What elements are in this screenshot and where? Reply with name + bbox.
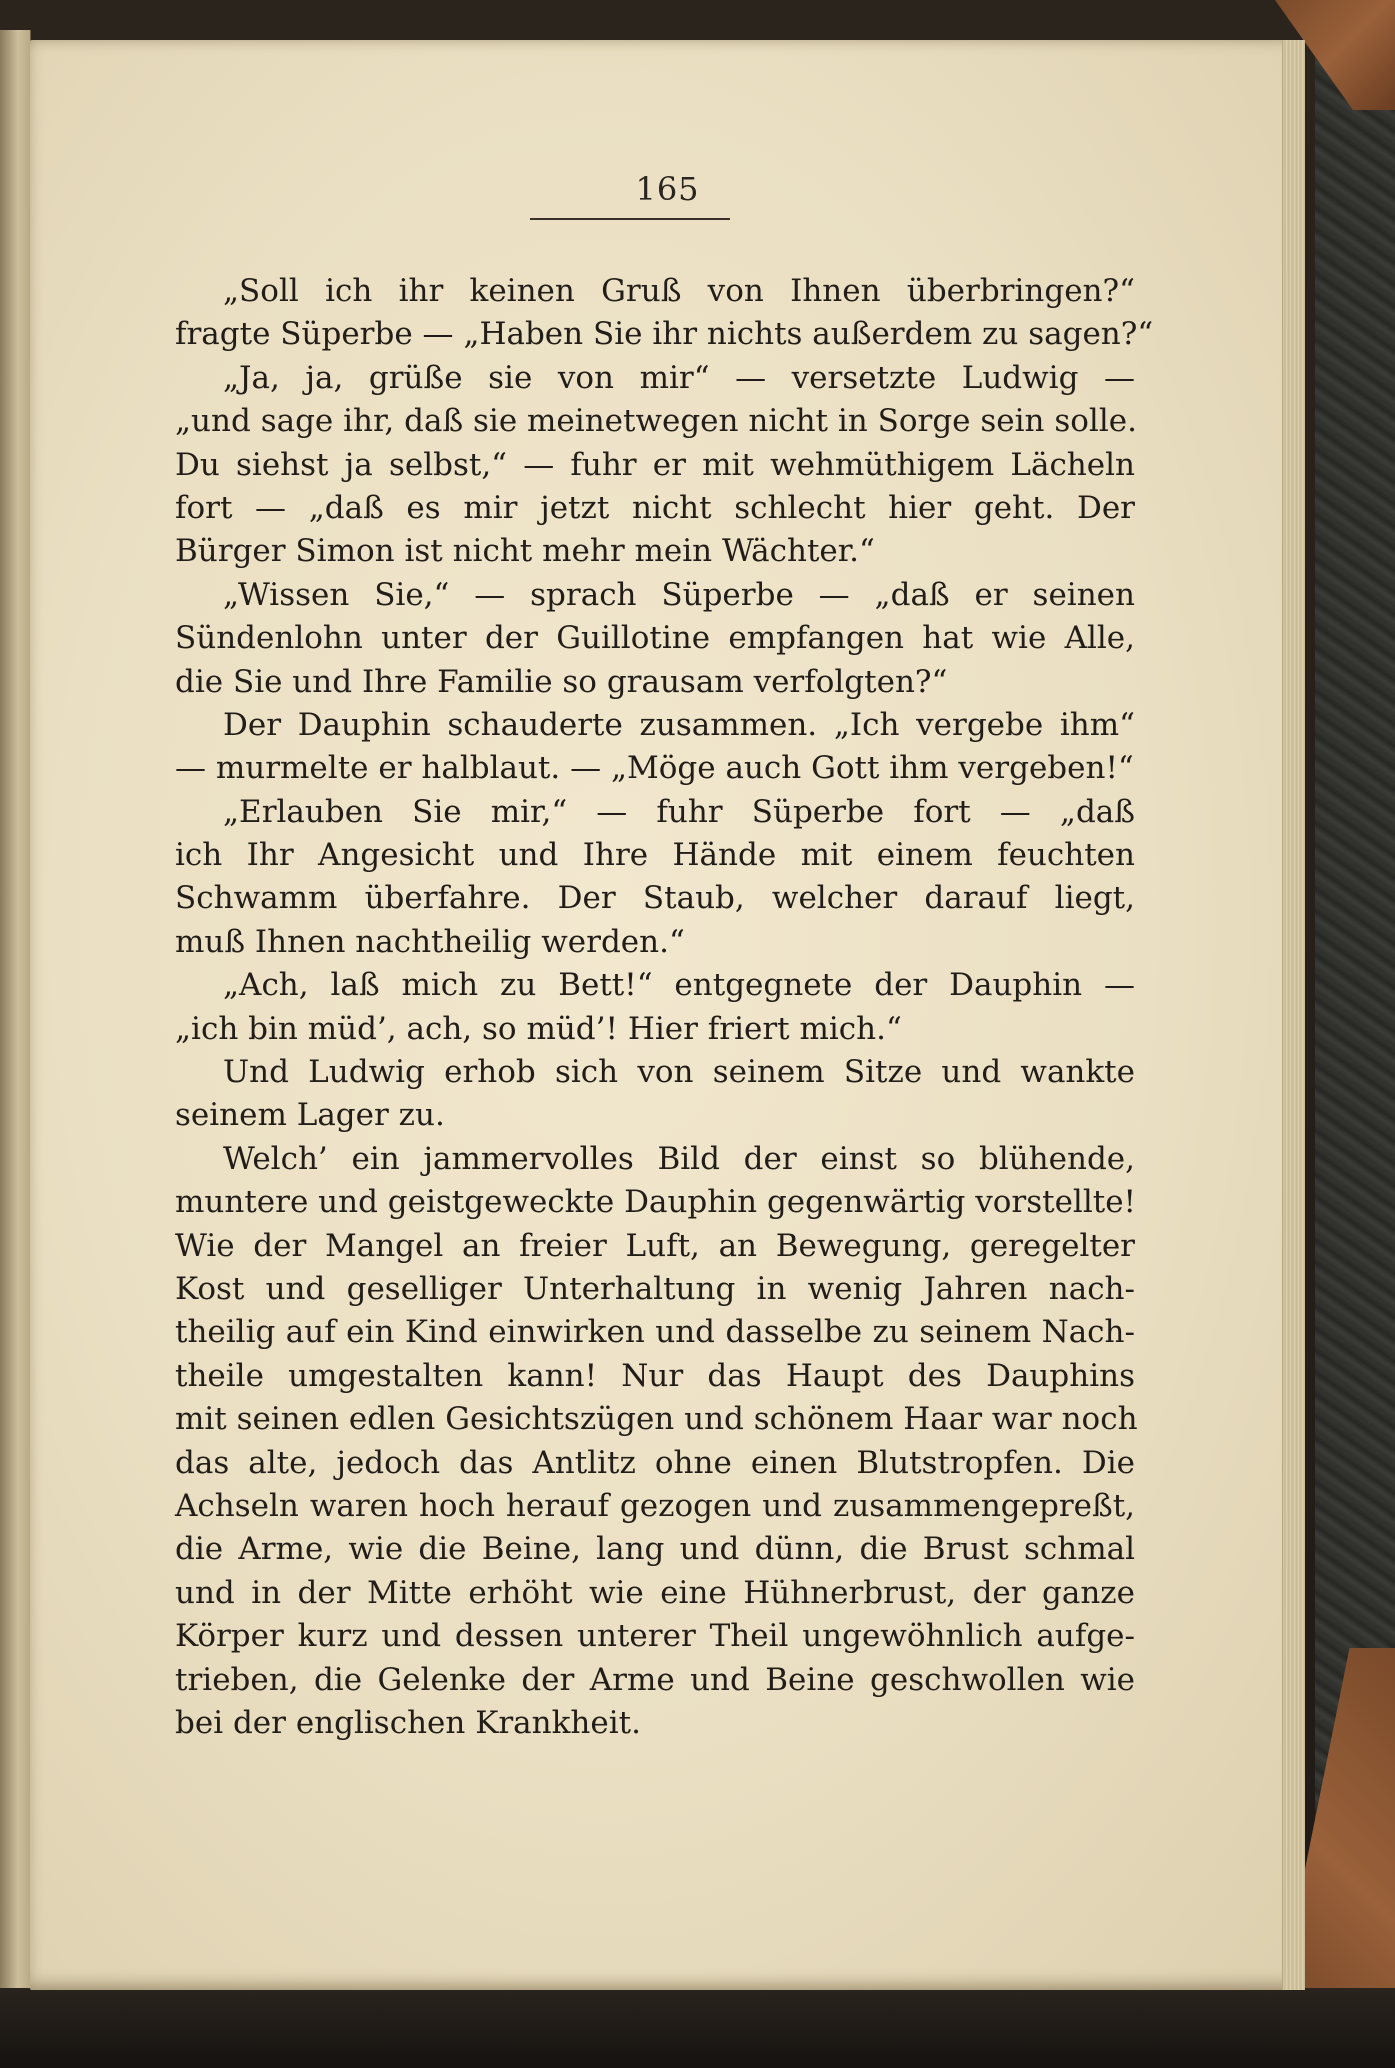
text-line: und in der Mitte erhöht wie eine Hühnerbrust, der ganze xyxy=(175,1574,1135,1611)
text-line: Kost und geselliger Unterhaltung in wenig Jahren nach- xyxy=(175,1270,1135,1307)
text-line: die Arme, wie die Beine, lang und dünn, die Brust schmal xyxy=(175,1531,1135,1568)
text-line: die Sie und Ihre Familie so grausam verfolgten?“ xyxy=(175,663,948,700)
page-number: 165 xyxy=(635,170,700,208)
text-line: theilig auf ein Kind einwirken und dasselbe zu seinem Nach- xyxy=(175,1314,1135,1351)
text-line: muntere und geistgeweckte Dauphin gegenwärtig vorstellte! xyxy=(175,1184,1137,1221)
text-line: „Ach, laß mich zu Bett!“ entgegnete der Dauphin — xyxy=(223,967,1135,1004)
text-line: fragte Süperbe — „Haben Sie ihr nichts außerdem zu sagen?“ xyxy=(175,316,1154,353)
text-line: Achseln waren hoch herauf gezogen und zusammengepreßt, xyxy=(175,1487,1135,1524)
text-line: seinem Lager zu. xyxy=(175,1097,445,1134)
bottom-binding-shadow xyxy=(0,1988,1395,2068)
text-line: Schwamm überfahre. Der Staub, welcher darauf liegt, xyxy=(175,880,1135,917)
text-line: „Ja, ja, grüße sie von mir“ — versetzte Ludwig — xyxy=(223,359,1135,396)
text-line: Wie der Mangel an freier Luft, an Bewegung, geregelter xyxy=(175,1227,1135,1264)
text-line: Bürger Simon ist nicht mehr mein Wächter.“ xyxy=(175,533,875,570)
text-line: fort — „daß es mir jetzt nicht schlecht hier geht. Der xyxy=(175,489,1135,526)
text-line: — murmelte er halblaut. — „Möge auch Gott ihm vergeben!“ xyxy=(175,750,1134,787)
page-fore-edge xyxy=(1282,40,1305,1990)
text-line: Und Ludwig erhob sich von seinem Sitze und wankte xyxy=(223,1054,1135,1091)
text-line: mit seinen edlen Gesichtszügen und schönem Haar war noch xyxy=(175,1401,1138,1438)
text-line: theile umgestalten kann! Nur das Haupt des Dauphins xyxy=(175,1357,1135,1394)
text-line: muß Ihnen nachtheilig werden.“ xyxy=(175,923,685,960)
text-line: „Erlauben Sie mir,“ — fuhr Süperbe fort — „daß xyxy=(223,793,1135,830)
text-line: „ich bin müd’, ach, so müd’! Hier friert mich.“ xyxy=(175,1010,902,1047)
text-line: Du siehst ja selbst,“ — fuhr er mit wehmüthigem Lächeln xyxy=(175,446,1135,483)
body-text xyxy=(175,270,1154,1745)
text-line: ich Ihr Angesicht und Ihre Hände mit einem feuchten xyxy=(175,837,1135,874)
text-line: Sündenlohn unter der Guillotine empfangen hat wie Alle, xyxy=(175,620,1135,657)
book-page xyxy=(30,40,1305,1990)
text-line: trieben, die Gelenke der Arme und Beine geschwollen wie xyxy=(175,1661,1135,1698)
text-line: das alte, jedoch das Antlitz ohne einen Blutstropfen. Die xyxy=(175,1444,1135,1481)
text-line: bei der englischen Krankheit. xyxy=(175,1704,641,1741)
text-line: „Wissen Sie,“ — sprach Süperbe — „daß er seinen xyxy=(223,576,1135,613)
previous-page-edge xyxy=(0,30,31,2020)
text-line: „Soll ich ihr keinen Gruß von Ihnen überbringen?“ xyxy=(223,273,1135,309)
text-line: Körper kurz und dessen unterer Theil ungewöhnlich aufge- xyxy=(175,1618,1135,1655)
text-line: Welch’ ein jammervolles Bild der einst so blühende, xyxy=(223,1140,1135,1177)
page-number-rule xyxy=(530,218,730,220)
text-line: „und sage ihr, daß sie meinetwegen nicht in Sorge sein solle. xyxy=(175,403,1137,440)
text-line: Der Dauphin schauderte zusammen. „Ich vergebe ihm“ xyxy=(223,706,1135,743)
